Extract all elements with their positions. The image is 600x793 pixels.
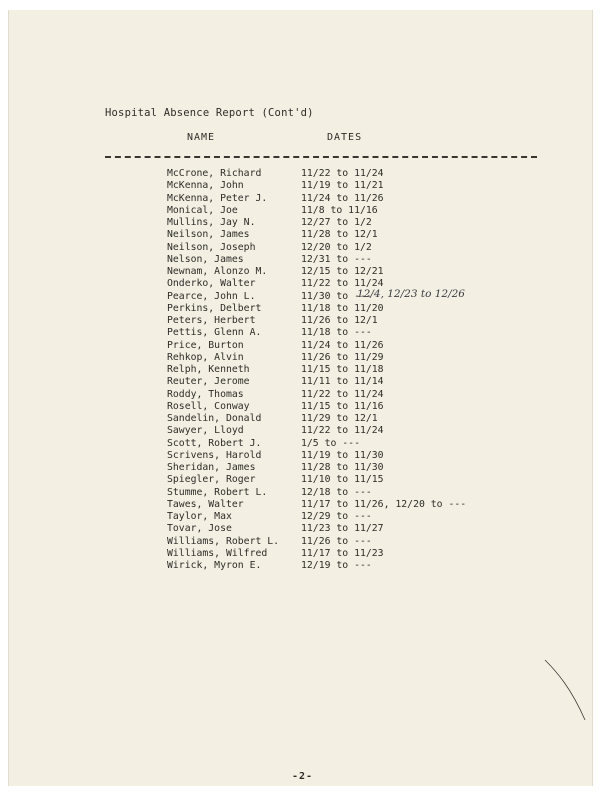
absence-dates: 12/15 to 12/21 (301, 266, 384, 277)
employee-name: Perkins, Delbert (167, 302, 262, 314)
employee-name: Tawes, Walter (167, 498, 244, 510)
absence-dates: 11/26 to 11/29 (301, 351, 384, 363)
absence-dates: 11/18 to --- (301, 327, 372, 339)
absence-dates: 12/27 to 1/2 (301, 217, 372, 228)
absence-dates: 11/22 to 11/24 (301, 388, 384, 400)
employee-name: Sheridan, James (167, 462, 256, 473)
absence-dates: 11/11 to 11/14 (301, 376, 384, 388)
employee-name: Relph, Kenneth (167, 364, 250, 375)
dates-column-header: DATES (327, 132, 363, 143)
employee-name: Williams, Robert L. (167, 535, 280, 547)
absence-dates: 11/28 to 11/30 (301, 462, 384, 473)
employee-name: Spiegler, Roger (167, 474, 256, 486)
name-column-header: NAME (187, 132, 216, 143)
employee-name: Rosell, Conway (167, 400, 250, 412)
employee-name: Price, Burton (167, 339, 244, 351)
absence-dates: 11/22 to 11/24 (301, 425, 384, 437)
employee-name: Monical, Joe (167, 204, 238, 216)
absence-dates: 11/22 to 11/24 (301, 278, 384, 290)
absence-dates: 11/24 to 11/26 (301, 339, 384, 351)
employee-name: Tovar, Jose (167, 523, 232, 535)
absence-dates: 12/31 to --- (301, 253, 372, 265)
absence-dates: 11/29 to 12/1 (301, 413, 378, 424)
absence-dates: 1/5 to --- (301, 437, 360, 449)
report-title: Hospital Absence Report (Cont'd) (105, 107, 314, 119)
absence-dates: 11/17 to 11/23 (301, 547, 384, 559)
absence-dates: 11/24 to 11/26 (301, 192, 384, 204)
employee-name: Stumme, Robert L. (167, 486, 268, 498)
absence-dates: 11/28 to 12/1 (301, 229, 378, 241)
absence-dates: 11/17 to 11/26, 12/20 to --- (301, 498, 467, 510)
absence-dates: 11/23 to 11/27 (301, 523, 384, 535)
employee-name: Peters, Herbert (167, 315, 256, 326)
employee-name: Pettis, Glenn A. (167, 327, 262, 339)
absence-dates: 11/19 to 11/30 (301, 449, 384, 461)
employee-name: Reuter, Jerome (167, 376, 250, 388)
employee-name: Wirick, Myron E. (167, 560, 262, 571)
absence-dates: 12/18 to --- (301, 486, 372, 498)
absence-dates: 12/19 to --- (301, 560, 372, 571)
absence-dates: 11/26 to 12/1 (301, 315, 378, 326)
employee-name: Nelson, James (167, 253, 244, 265)
employee-name: Neilson, James (167, 229, 250, 241)
absence-dates: 11/18 to 11/20 (301, 302, 384, 314)
employee-name: McKenna, John (167, 180, 244, 192)
absence-dates: 11/15 to 11/16 (301, 400, 384, 412)
page-number: -2- (292, 771, 314, 782)
employee-name: Rehkop, Alvin (167, 351, 244, 363)
employee-name: Mullins, Jay N. (167, 217, 256, 228)
handwritten-note: 12/4, 12/23 to 12/26 (357, 287, 465, 300)
employee-name: Neilson, Joseph (167, 241, 256, 253)
employee-name: Roddy, Thomas (167, 388, 244, 400)
absence-dates: 11/30 to --- (301, 290, 372, 302)
paper-crease (543, 658, 593, 728)
absence-dates: 11/8 to 11/16 (301, 204, 378, 216)
employee-name: Sawyer, Lloyd (167, 425, 244, 437)
employee-name: McCrone, Richard (167, 168, 262, 179)
employee-name: Scrivens, Harold (167, 449, 262, 461)
document-page (8, 10, 593, 786)
employee-name: Pearce, John L. (167, 290, 256, 302)
header-divider (105, 156, 537, 158)
employee-name: McKenna, Peter J. (167, 192, 268, 204)
employee-name: Taylor, Max (167, 511, 232, 522)
absence-dates: 11/22 to 11/24 (301, 168, 384, 179)
absence-dates: 11/19 to 11/21 (301, 180, 384, 192)
employee-name: Scott, Robert J. (167, 437, 262, 449)
absence-dates: 11/10 to 11/15 (301, 474, 384, 486)
employee-name: Williams, Wilfred (167, 547, 268, 559)
employee-name: Newnam, Alonzo M. (167, 266, 268, 277)
absence-dates: 12/20 to 1/2 (301, 241, 372, 253)
employee-name: Onderko, Walter (167, 278, 256, 290)
employee-name: Sandelin, Donald (167, 413, 262, 424)
absence-dates: 12/29 to --- (301, 511, 372, 522)
absence-dates: 11/26 to --- (301, 535, 372, 547)
absence-dates: 11/15 to 11/18 (301, 364, 384, 375)
